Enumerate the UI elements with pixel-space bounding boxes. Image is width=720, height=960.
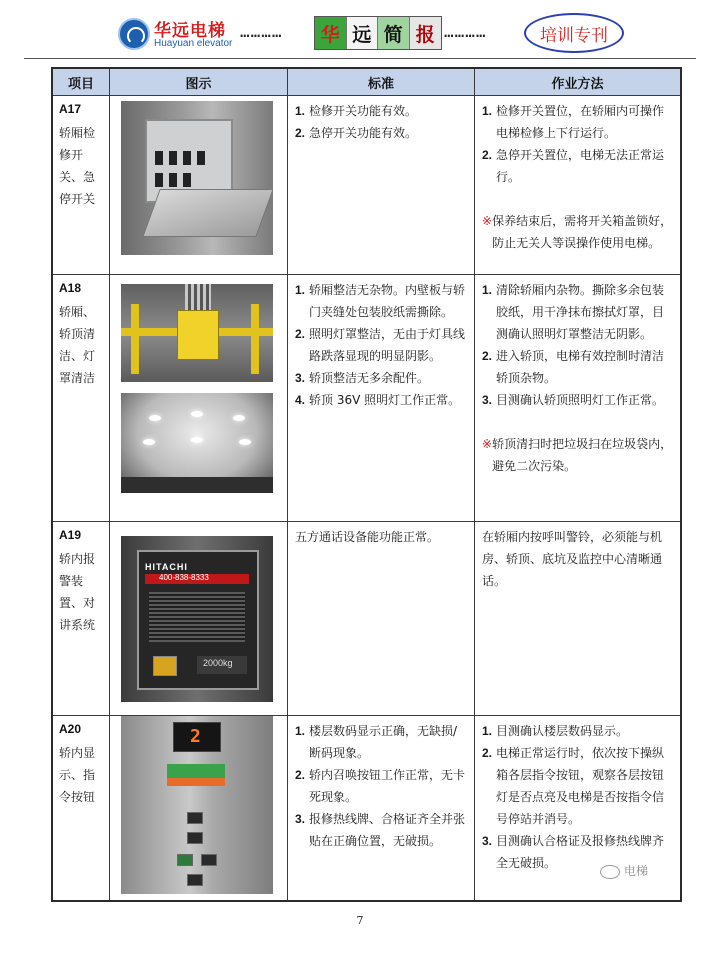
inspection-switch-box-photo	[121, 101, 273, 255]
car-ceiling-lights-photo	[121, 393, 273, 493]
floor-indicator-display	[173, 722, 221, 752]
list-item: 2. 进入轿顶，电梯有效控制时清洁轿顶杂物。	[482, 349, 665, 385]
standard-cell	[288, 96, 475, 274]
table-header-row	[53, 69, 680, 96]
title-char: 华	[315, 17, 347, 49]
list-item: 2. 照明灯罩整洁，无由于灯具线路跌落显现的明显阴影。	[295, 327, 466, 363]
intercom-brand: HITACHI	[145, 562, 188, 572]
column-header-item: 项目	[53, 69, 110, 95]
certificate-sticker	[167, 764, 225, 778]
standard-cell	[288, 716, 475, 900]
capacity-label	[197, 656, 247, 674]
method-cell	[475, 522, 680, 715]
floor-button	[187, 832, 203, 844]
watermark: 电梯	[600, 862, 648, 879]
standard-cell	[288, 275, 475, 521]
item-code: A20	[59, 722, 82, 736]
floor-button	[187, 812, 203, 824]
door-open-button	[177, 854, 193, 866]
item-code: A17	[59, 102, 82, 116]
alarm-bell-icon	[153, 656, 177, 676]
item-cell	[53, 96, 110, 274]
method-cell	[475, 716, 680, 900]
method-cell	[475, 275, 680, 521]
list-item: 1. 清除轿厢内杂物。撕除多余包装胶纸，用干净抹布擦拭灯罩，目测确认照明灯罩整洁无阴影。	[482, 283, 665, 341]
method-note: ※ 轿顶清扫时把垃圾扫在垃圾袋内，避免二次污染。	[482, 437, 673, 473]
list-item: 1. 检修开关置位，在轿厢内可操作电梯检修上下行运行。	[482, 104, 665, 140]
ceiling-lamp	[143, 439, 155, 445]
item-cell	[53, 275, 110, 521]
item-name: 轿厢检修开关、急停开关	[59, 126, 96, 206]
floor-button	[187, 874, 203, 886]
car-top-post	[131, 304, 139, 374]
car-top-rails	[185, 284, 211, 310]
car-top-photo	[121, 284, 273, 382]
ceiling-lamp	[191, 411, 203, 417]
list-item: 3. 报修热线牌、合格证齐全并张贴在正确位置，无破损。	[295, 812, 466, 848]
service-hotline-strip	[145, 574, 249, 584]
standard-text: 五方通话设备能功能正常。	[295, 530, 440, 544]
list-item: 3. 目测确认轿顶照明灯工作正常。	[482, 393, 665, 407]
item-name: 轿内显示、指令按钮	[59, 746, 96, 804]
list-item: 3. 轿顶整洁无多余配件。	[295, 371, 430, 385]
method-cell	[475, 96, 680, 274]
list-item: 1. 轿厢整洁无杂物。内壁板与轿门夹缝处包装胶纸需撕除。	[295, 283, 466, 319]
standard-cell	[288, 522, 475, 715]
intercom-plate	[137, 550, 259, 690]
capacity-text: 2000kg	[203, 658, 233, 668]
column-header-illustration: 图示	[110, 69, 288, 95]
newsletter-title	[314, 16, 442, 50]
service-hotline: 400-838-8333	[159, 573, 209, 582]
list-item: 1. 检修开关功能有效。	[295, 104, 418, 118]
ceiling-lamp	[191, 437, 203, 443]
title-char: 简	[378, 17, 410, 49]
car-top-post	[251, 304, 259, 374]
hotline-sticker	[167, 778, 225, 786]
ceiling-lamp	[149, 415, 161, 421]
list-item: 1. 楼层数码显示正确，无缺损/断码现象。	[295, 724, 458, 760]
logo-english-name: Huayuan elevator	[154, 38, 233, 49]
ceiling-lamp	[239, 439, 251, 445]
item-name: 轿内报警装置、对讲系统	[59, 552, 96, 632]
floor-number: 2	[190, 726, 201, 747]
chat-bubble-icon	[600, 865, 620, 879]
item-name: 轿厢、轿顶清洁、灯罩清洁	[59, 305, 96, 385]
dotted-leader-left: …………	[240, 22, 283, 41]
speaker-grille	[149, 592, 245, 642]
car-top-box	[177, 310, 219, 360]
page-header	[0, 0, 720, 62]
logo-chinese-name: 华远电梯	[154, 21, 226, 41]
intercom-panel-photo	[121, 536, 273, 702]
list-item: 3. 目测确认合格证及报修热线牌齐全无破损。	[482, 834, 665, 870]
logo-globe-icon	[118, 18, 150, 50]
column-header-standard: 标准	[288, 69, 475, 95]
list-item: 2. 轿内召唤按钮工作正常，无卡死现象。	[295, 768, 466, 804]
title-char: 报	[410, 17, 442, 49]
issue-badge: 培训专刊	[524, 13, 624, 53]
item-cell	[53, 716, 110, 900]
company-logo	[118, 14, 238, 54]
item-code: A19	[59, 528, 82, 542]
list-item: 2. 急停开关置位，电梯无法正常运行。	[482, 148, 665, 184]
page-number: 7	[356, 914, 364, 927]
list-item: 2. 电梯正常运行时，依次按下操纵箱各层指令按钮，观察各层按钮灯是否点亮及电梯是否按指令信号停站并消号。	[482, 746, 665, 826]
list-item: 1. 目测确认楼层数码显示。	[482, 724, 629, 738]
method-text: 在轿厢内按呼叫警铃，必须能与机房、轿顶、底坑及监控中心清晰通话。	[482, 530, 663, 588]
header-divider	[24, 58, 696, 59]
door-close-button	[201, 854, 217, 866]
car-operating-panel-photo	[121, 716, 273, 894]
list-item: 2. 急停开关功能有效。	[295, 126, 418, 140]
dotted-leader-right: …………	[444, 22, 487, 41]
list-item: 4. 轿顶 36V 照明灯工作正常。	[295, 393, 461, 407]
method-note: ※ 保养结束后，需将开关箱盖锁好，防止无关人等误操作使用电梯。	[482, 214, 673, 250]
car-floor	[121, 477, 273, 493]
title-char: 远	[347, 17, 379, 49]
item-cell	[53, 522, 110, 715]
column-header-method: 作业方法	[551, 76, 604, 92]
item-code: A18	[59, 281, 82, 295]
switch-box-lid	[142, 189, 273, 237]
ceiling-lamp	[233, 415, 245, 421]
